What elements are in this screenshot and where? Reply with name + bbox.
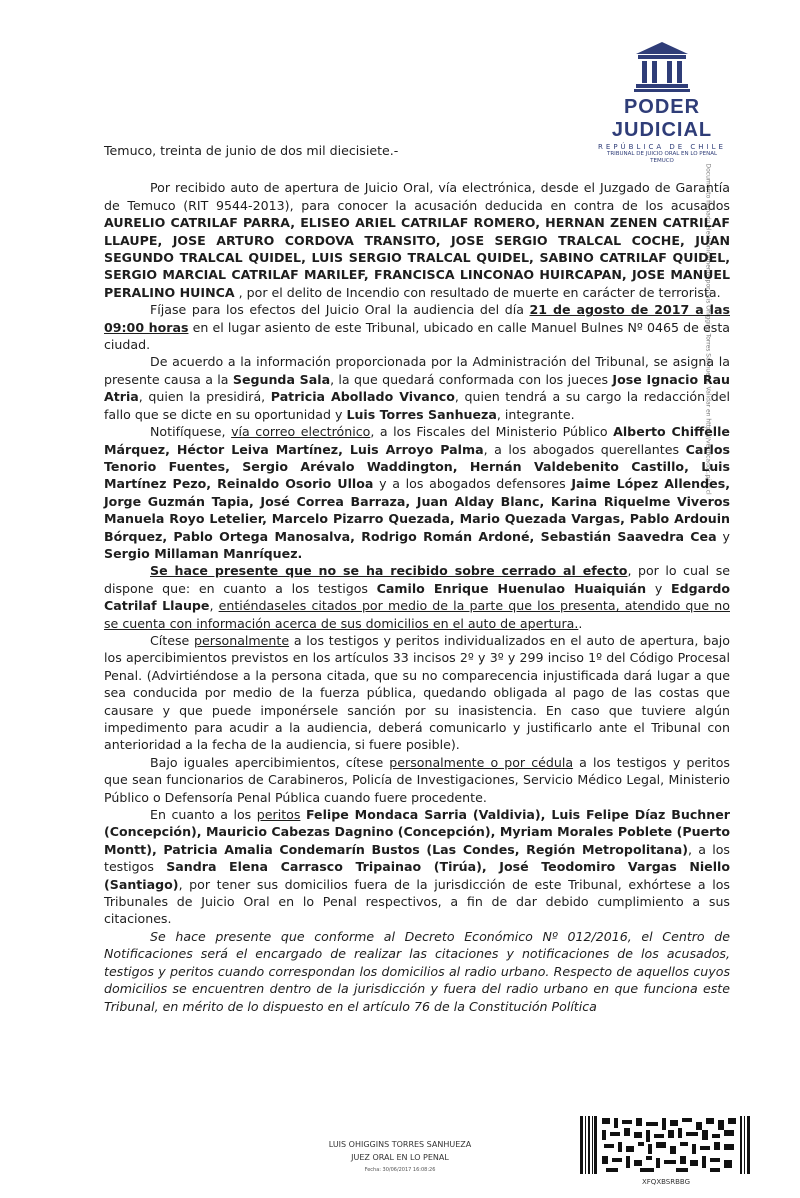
signature-date: Fecha: 30/06/2017 16:08:26 <box>364 1167 436 1173</box>
logo-title: PODER JUDICIAL <box>611 96 713 141</box>
paragraph-7: Bajo iguales apercibimientos, cítese personalmente o por cédula a los testigos y peritos que sean funcionarios de Carabineros, Policía de Investigaciones, Servicio Médico Legal, Ministerio Público o Defensoría Penal Pública cuando fuere procedente. <box>104 754 730 805</box>
verification-code: XFQXBSRBBG <box>641 1178 691 1186</box>
paragraph-1: Por recibido auto de apertura de Juicio Oral, vía electrónica, desde el Juzgado de Garantía de Temuco (RIT 9544-2013), para conocer la acusación deducida en contra de los acusados AURELIO CATRILAF PARRA, ELISEO ARIEL CATRILAF ROMERO, HERNAN ZENEN CATRILAF LLAUPE, JOSE ARTURO CORDOVA TRANSITO, JOSE SERGIO TRALCAL COCHE, JUAN SEGUNDO TRALCAL QUIDEL, LUIS SERGIO TRALCAL QUIDEL, SABINO CATRILAF QUIDEL, SERGIO MARCIAL CATRILAF MARILEF, FRANCISCA LINCONAO HUIRCAPAN, JOSE MANUEL PERALINO HUINCA , por el delito de Incendio con resultado de muerte en carácter de terrorista. <box>104 180 730 300</box>
logo-subtitle: REPÚBLICA DE CHILE <box>598 143 726 151</box>
logo-court: TRIBUNAL DE JUICIO ORAL EN LO PENAL <box>606 151 718 157</box>
courthouse-icon <box>632 40 692 92</box>
signer-name: LUIS OHIGGINS TORRES SANHUEZA <box>328 1140 472 1149</box>
paragraph-3: De acuerdo a la información proporcionada por la Administración del Tribunal, se asigna la presente causa a la Segunda Sala, la que quedará conformada con los jueces Jose Ignacio Rau Atria, quien la presidirá, Patricia Abollado Vivanco, quien tendrá a su cargo la redacción del fallo que se dicte en su oportunidad y Luis Torres Sanhueza, integrante. <box>104 354 731 422</box>
signer-role: JUEZ ORAL EN LO PENAL <box>351 1153 449 1162</box>
paragraph-9: Se hace presente que conforme al Decreto Económico Nº 012/2016, el Centro de Notificaciones será el encargado de realizar las citaciones y notificaciones de los acusados, testigos y peritos cuando correspondan los domicilios al radio urbano. Respecto de aquellos cuyos domicilios se encuentren dentro de la jurisdicción y fuera del radio urbano en que funciona este Tribunal, en mérito de lo dispuesto en el artículo 76 de la Constitución Política <box>104 928 730 1014</box>
resolution-body <box>104 142 730 1015</box>
electronic-signature-note: Documento firmado electrónicamente por Luis Ohiggins Torres Sanhueza. Validar en https://verificadoc.pjud.cl <box>704 163 712 495</box>
signature-block <box>290 1138 510 1177</box>
logo-city: TEMUCO <box>650 158 674 164</box>
paragraph-5: Se hace presente que no se ha recibido sobre cerrado al efecto, por lo cual se dispone que: en cuanto a los testigos Camilo Enrique Huenulao Huaiquián y Edgardo Catrilaf Llaupe, entiéndaseles citados por medio de la parte que los presenta, atendido que no se cuenta con información acerca de sus domicilios en el auto de apertura.. <box>104 563 730 631</box>
verification-barcode <box>580 1116 752 1174</box>
date-line: Temuco, treinta de junio de dos mil diecisiete.- <box>104 143 399 158</box>
paragraph-6: Cítese personalmente a los testigos y peritos individualizados en el auto de apertura, bajo los apercibimientos previstos en los artículos 33 incisos 2º y 3º y 299 inciso 1º del Código Procesal Penal. (Advirtiéndose a la persona citada, que su no comparecencia injustificada dará lugar a que sea conducida por medio de la fuerza pública, quedando obligada al pago de las costas que causare y que puede imponérsele sanción por su inasistencia. En caso que tuviere algún impedimento para acudir a la audiencia, deberá comunicarlo y justificarlo ante el Tribunal con anterioridad a la fecha de la audiencia, si fuere posible). <box>104 632 730 753</box>
paragraph-4: Notifíquese, vía correo electrónico, a los Fiscales del Ministerio Público Alberto Chiffelle Márquez, Héctor Leiva Martínez, Luis Arroyo Palma, a los abogados querellantes Carlos Tenorio Fuentes, Sergio Arévalo Waddington, Hernán Valdebenito Castillo, Luis Martínez Pezo, Reinaldo Osorio Ulloa y a los abogados defensores Jaime López Allendes, Jorge Guzmán Tapia, José Correa Barraza, Juan Alday Blanc, Karina Riquelme Viveros Manuela Royo Letelier, Marcelo Pizarro Quezada, Mario Quezada Vargas, Pablo Ardouin Bórquez, Pablo Ortega Manosalva, Rodrigo Román Ardoné, Sebastián Saavedra Cea y Sergio Millaman Manríquez. <box>104 424 730 561</box>
paragraph-2: Fíjase para los efectos del Juicio Oral la audiencia del día 21 de agosto de 2017 a las 09:00 horas en el lugar asiento de este Tribunal, ubicado en calle Manuel Bulnes Nº 0465 de esta ciudad. <box>104 302 731 353</box>
paragraph-8: En cuanto a los peritos Felipe Mondaca Sarria (Valdivia), Luis Felipe Díaz Buchner (Concepción), Mauricio Cabezas Dagnino (Concepción), Myriam Morales Poblete (Puerto Montt), Patricia Amalia Condemarín Bustos (Las Condes, Región Metropolitana), a los testigos Sandra Elena Carrasco Tripainao (Tirúa), José Teodomiro Vargas Niello (Santiago), por tener sus domicilios fuera de la jurisdicción de este Tribunal, exhórtese a los Tribunales de Juicio Oral en lo Penal respectivos, a fin de dar debido cumplimiento a sus citaciones. <box>104 807 730 927</box>
